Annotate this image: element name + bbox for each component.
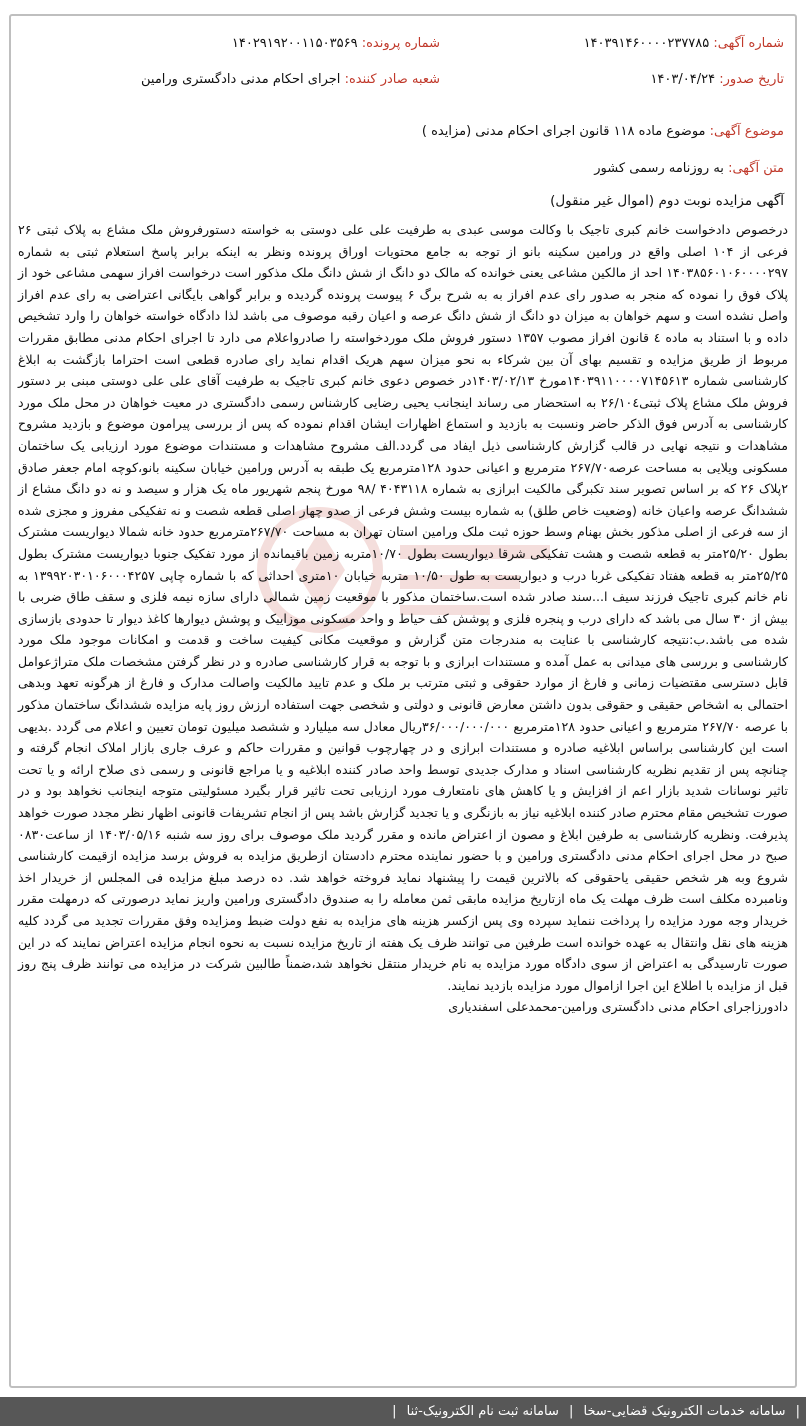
footer-link-sana[interactable]: سامانه ثبت نام الکترونیک-ثنا: [406, 1404, 559, 1419]
ad-number-row: [584, 36, 784, 51]
footer-separator-3: |: [392, 1404, 397, 1419]
notice-heading: آگهی مزایده نوبت دوم (اموال غیر منقول): [550, 193, 784, 209]
case-number-row: [232, 36, 440, 51]
footer-link-sakha[interactable]: سامانه خدمات الکترونیک قضایی-سخا: [583, 1404, 786, 1419]
case-number-value: ۱۴۰۲۹۱۹۲۰۰۱۱۵۰۳۵۶۹: [231, 36, 358, 51]
issuer-label: شعبه صادر کننده:: [344, 72, 440, 87]
text-row: [594, 161, 784, 176]
notice-body-text: درخصوص دادخواست خانم کبری تاجیک با وکالت موسی عبدی به طرفیت علی علی دوستی به خواسته دستورفروش ملک مشاع به پلاک ثبتی ۲۶ فرعی از ۱۰۴ اصلی واقع در ورامین سکینه بانو از توجه به جامع محتویات اوراق پرونده ونظر به اینکه برابر پاسخ استعلام ثبتی به شماره ۱۴۰۳۸۵۶۰۱۰۶۰۰۰۰۲۹۷ احد از مالکین مشاعی یعنی خوانده که مالک دو دانگ از شش دانگ ملک مذکور است درخواست افراز سهمی مشاعی خود از پلاک فوق را نموده که منجر به صدور رای عدم افراز به به شرح برگ ۶ پیوست پرونده گردیده و برابر گواهی بایگانی اعتراضی به رای عدم افراز واصل نشده است و سهم خواهان به میزان دو دانگ از شش دانگ عرصه و اعیان رقبه موصوف می باشد لذا دادگاه خواسته خواهان را وارد تشخیص داده و با استناد به ماده ٤ قانون افراز مصوب ۱۳۵۷ دستور فروش ملک موردخواسته را صادرواعلام می دارد تا اجرای احکام مدنی مطابق مقررات مربوط از طریق مزایده و تقسیم بهای آن بین شرکاء به نحو میزان سهم هریک اقدام نماید رای صادره قطعی است احتراما بازگشت به ابلاغ کارشناسی شماره ۱۴۰۳۹۱۱۰۰۰۰۷۱۴۵۶۱۳مورخ ۱۴۰۳/۰۲/۱۳در خصوص دعوی خانم کبری تاجیک به طرفیت آقای علی علی دوستی مبنی بر دستور فروش ملک مشاع پلاک ثبتی۲۶/۱۰٤ به استحضار می رساند اینجانب یحیی رضایی کارشناس رسمی دادگستری در معیت خواهان در محل ملک مورد کارشناسی به آدرس فوق الذکر حاضر ونسبت به بازدید و استماع اظهارات ایشان اقدام نموده که پس از بررسی پیرامون موضوع و بازدید مشروح مشاهدات و نتیجه نهایی در قالب گزارش کارشناسی ذیل ایفاد می گردد.الف مشروح مشاهدات و مستندات موضوع مورد ارزیابی یک ساختمان مسکونی ویلایی به مساحت عرصه۲۶۷/۷۰ مترمربع و اعیانی حدود ۱۲۸مترمربع یک طبقه به آدرس ورامین خیابان سکینه بانو،کوچه امام جعفر صادق ۲پلاک ۲۶ که بر اساس تصویر سند تکبرگی مالکیت ابرازی به شماره ۴۰۴۳۱۱۸ /۹۸ مورخ پنجم شهریور ماه یک هزار و سیصد و نه دو دانگ مشاع از ششدانگ عرصه واعیان خانه (وضعیت خاص طلق) به شماره بیست وشش فرعی از صدو چهار اصلی قطعه شصت و نه تفکیکی مفروز و مجزی شده از سه فرعی از اصلی مذکور بخش بهنام وسط حوزه ثبت ملک ورامین استان تهران به مساحت ۲۶۷/۷۰مترمربع حدود خانه شمالا دیواریست مشترک بطول ۲۵/۲۰متر به قطعه شصت و هشت تفکیکی شرقا دیواریست بطول ۱۰/۷۰متربه زمین باقیمانده از مورد تفکیک جنوبا دیواریست مشترک بطول ۲۵/۲۵متر به قطعه هفتاد تفکیکی غربا درب و دیواریست به طول ۱۰/۵۰ متربه خیابان ۱۰متری احداثی که با شماره چاپی ۱۳۹۹۲۰۳۰۱۰۶۰۰۰۴۲۵۷ به نام خانم کبری تاجیک فرزند سیف ا...سند صادر شده است.ساختمان مذکور با موقعیت زمین شمالی دارای سازه نیمه فلزی و سقف طاق ضربی با بیش از ۳۰ سال می باشد که دارای درب و پنجره فلزی و پوشش کف حیاط و واحد مسکونی موزاییک و پوشش دیوارها کاغذ دیوار تا حدودی بازسازی شده می باشد.ب:نتیجه کارشناسی با عنایت به مندرجات متن گزارش و موقعیت مکانی کیفیت ساخت و قدمت و امکانات موجود ملک مورد کارشناسی و بررسی های میدانی به عمل آمده و مستندات ابرازی و با توجه به قرار کارشناسی صادره و در نظر گرفتن مشخصات ملک متراژعوامل قابل دسترسی مقتضیات زمانی و فارغ از موارد حقوقی و ثبتی مترتب بر ملک و عدم تایید مالکیت واصالت مدارک و فارغ از هرگونه تعهد وبدهی احتمالی به اشخاص حقیقی و حقوقی بدون داشتن معارض قانونی و دولتی و شخصی جهت استفاده ارزش روز پایه مزایده ششدانگ ساختمان مذکور با عرصه ۲۶۷/۷۰ مترمربع و اعیانی حدود ۱۲۸مترمربع ۳۶/۰۰۰/۰۰۰/۰۰۰ریال معادل سه میلیارد و ششصد میلیون تومان تعیین و اعلام می گردد .بدیهی است این کارشناسی براساس ابلاغیه صادره و مستندات ابرازی و در چهارچوب قوانین و مقررات حاکم و عرف جاری بازار املاک انجام گرفته و چنانچه پس از تقدیم نظریه کارشناسی اسناد و مدارک جدیدی توسط واحد صادر کننده ابلاغیه و یا مراجع قانونی و رسمی ذی صلاح ارائه و یا تحت تاثیر نوسانات شدید بازار اعم از افزایش و یا کاهش های نامتعارف مورد ارزیابی تحت تاثیر قرار بگیرد مسئولیتی متوجه اینجانب نخواهد بود و در صورت تشخیص مقام محترم صادر کننده ابلاغیه نیاز به بازنگری و یا تجدید گزارش باشد پس از انجام تشریفات قانونی اظهار نظر مجدد صورت خواهد پذیرفت. ونظریه کارشناسی به طرفین ابلاغ و مصون از اعتراض مانده و مقرر گردید ملک موصوف برای روز سه شنبه ۱۴۰۳/۰۵/۱۶ از ساعت۰۸۳۰ صبح در محل اجرای احکام مدنی دادگستری ورامین و با حضور نماینده محترم دادستان ازطریق مزایده به فروش برسد مزایده ازقیمت کارشناسی شروع وبه هر شخص حقیقی یاحقوقی که بالاترین قیمت را پیشنهاد نماید فروخته خواهد شد. ده درصد مبلغ مزایده فی المجلس از خریدار اخذ ونامبرده مکلف است ظرف مهلت یک ماه ازتاریخ مزایده مابقی ثمن معامله را به صندوق دادگستری ورامین واریز نماید درصورتی که درمهلت مقرر خریدار وجه مورد مزایده را پرداخت ننماید سپرده وی پس ازکسر هزینه های مزایده به نفع دولت ضبط ومزایده وفق مقررات تجدید می گردد کلیه هزینه های نقل وانتقال به عهده خوانده است طرفین می توانند ظرف یک هفته از تاریخ مزایده نسبت به نحوه انجام مزایده اعتراض نمایند که در این صورت تارسیدگی به اعتراض از سوی دادگاه مورد مزایده به نام خریدار منتقل نخواهد شد،ضمناً طالبین شرکت در مزایده می توانند ظرف پنج روز قبل از مزایده با اطلاع این اجرا ازاموال مورد مزایده بازدید نمایند.: [18, 222, 789, 993]
notice-body: [18, 219, 788, 1018]
issuer-row: [141, 72, 440, 87]
footer-bar: [0, 1397, 806, 1426]
ad-number-label: شماره آگهی:: [713, 36, 784, 51]
case-number-label: شماره پرونده:: [361, 36, 440, 51]
issue-date-row: [650, 72, 784, 87]
text-label: متن آگهی:: [728, 161, 784, 176]
issuer-value: اجرای احکام مدنی دادگستری ورامین: [141, 72, 341, 87]
footer-separator-2: |: [569, 1404, 574, 1419]
subject-value: موضوع ماده ۱۱۸ قانون اجرای احکام مدنی (مزایده ): [421, 124, 706, 139]
subject-row: [422, 124, 784, 139]
footer-separator-1: |: [795, 1404, 800, 1419]
issue-date-value: ۱۴۰۳/۰۴/۲۴: [650, 72, 716, 87]
issue-date-label: تاریخ صدور:: [719, 72, 784, 87]
ad-number-value: ۱۴۰۳۹۱۴۶۰۰۰۰۲۳۷۷۸۵: [583, 36, 710, 51]
subject-label: موضوع آگهی:: [709, 124, 784, 139]
notice-signature: دادورزاجرای احکام مدنی دادگستری ورامین-محمدعلی اسفندیاری: [448, 999, 788, 1015]
text-value: به روزنامه رسمی کشور: [594, 161, 724, 176]
